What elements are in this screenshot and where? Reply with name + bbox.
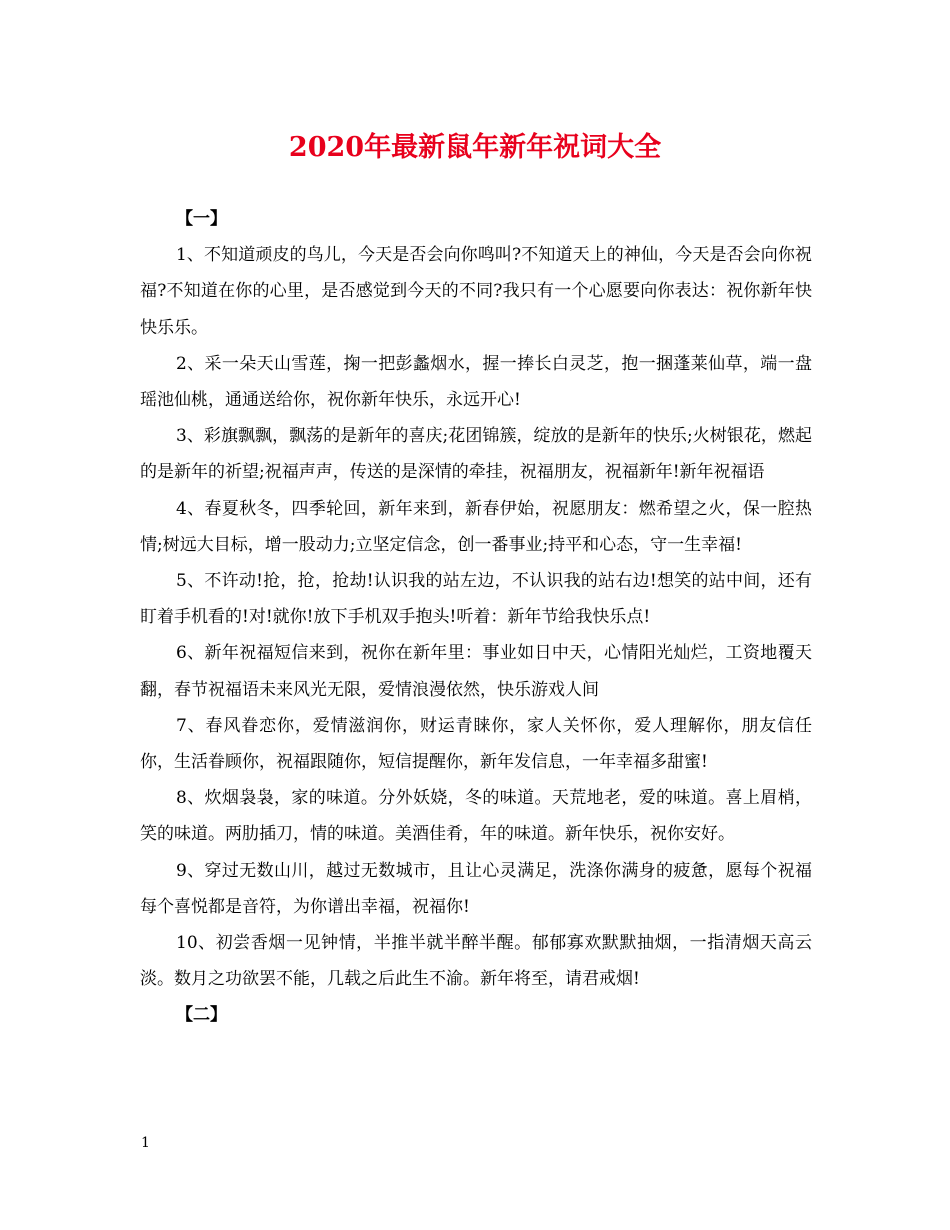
document-title: 2020年最新鼠年新年祝词大全 [288, 132, 662, 163]
paragraph-3: 3、彩旗飘飘，飘荡的是新年的喜庆;花团锦簇，绽放的是新年的快乐;火树银花，燃起的是新年的祈望;祝福声声，传送的是深情的牵挂，祝福朋友，祝福新年!新年祝福语 [140, 426, 812, 483]
paragraph-7: 7、春风眷恋你，爱情滋润你，财运青睐你，家人关怀你，爱人理解你，朋友信任你，生活眷顾你，祝福跟随你，短信提醒你，新年发信息，一年幸福多甜蜜! [140, 715, 812, 773]
paragraph-6: 6、新年祝福短信来到，祝你在新年里：事业如日中天，心情阳光灿烂，工资地覆天翻，春节祝福语未来风光无限，爱情浪漫依然，快乐游戏人间 [140, 643, 812, 700]
paragraph-5: 5、不许动!抢，抢，抢劫!认识我的站左边，不认识我的站右边!想笑的站中间，还有盯着手机看的!对!就你!放下手机双手抱头!听着：新年节给我快乐点! [140, 571, 812, 628]
paragraph-2: 2、采一朵天山雪莲，掬一把彭蠡烟水，握一捧长白灵芝，抱一捆蓬莱仙草，端一盘瑶池仙桃，通通送给你，祝你新年快乐，永远开心! [140, 353, 812, 411]
document-body [140, 201, 812, 1034]
paragraph-8: 8、炊烟袅袅，家的味道。分外妖娆，冬的味道。天荒地老，爱的味道。喜上眉梢，笑的味道。两肋插刀，情的味道。美酒佳肴，年的味道。新年快乐，祝你安好。 [140, 788, 812, 845]
paragraph-9: 9、穿过无数山川，越过无数城市，且让心灵满足，洗涤你满身的疲惫，愿每个祝福每个喜悦都是音符，为你谱出幸福，祝福你! [140, 860, 812, 917]
paragraph-1: 1、不知道顽皮的鸟儿，今天是否会向你鸣叫?不知道天上的神仙，今天是否会向你祝福?不知道在你的心里，是否感觉到今天的不同?我只有一个心愿要向你表达：祝你新年快快乐乐。 [140, 245, 812, 338]
section-heading-one: 【一】 [176, 209, 227, 229]
page-number: 1 [141, 1135, 150, 1151]
paragraph-4: 4、春夏秋冬，四季轮回，新年来到，新春伊始，祝愿朋友：燃希望之火，保一腔热情;树远大目标，增一股动力;立坚定信念，创一番事业;持平和心态，守一生幸福! [140, 498, 812, 555]
paragraph-10: 10、初尝香烟一见钟情，半推半就半醉半醒。郁郁寡欢默默抽烟，一指清烟天高云淡。数月之功欲罢不能，几载之后此生不渝。新年将至，请君戒烟! [140, 933, 812, 990]
section-heading-two: 【二】 [176, 1005, 227, 1026]
